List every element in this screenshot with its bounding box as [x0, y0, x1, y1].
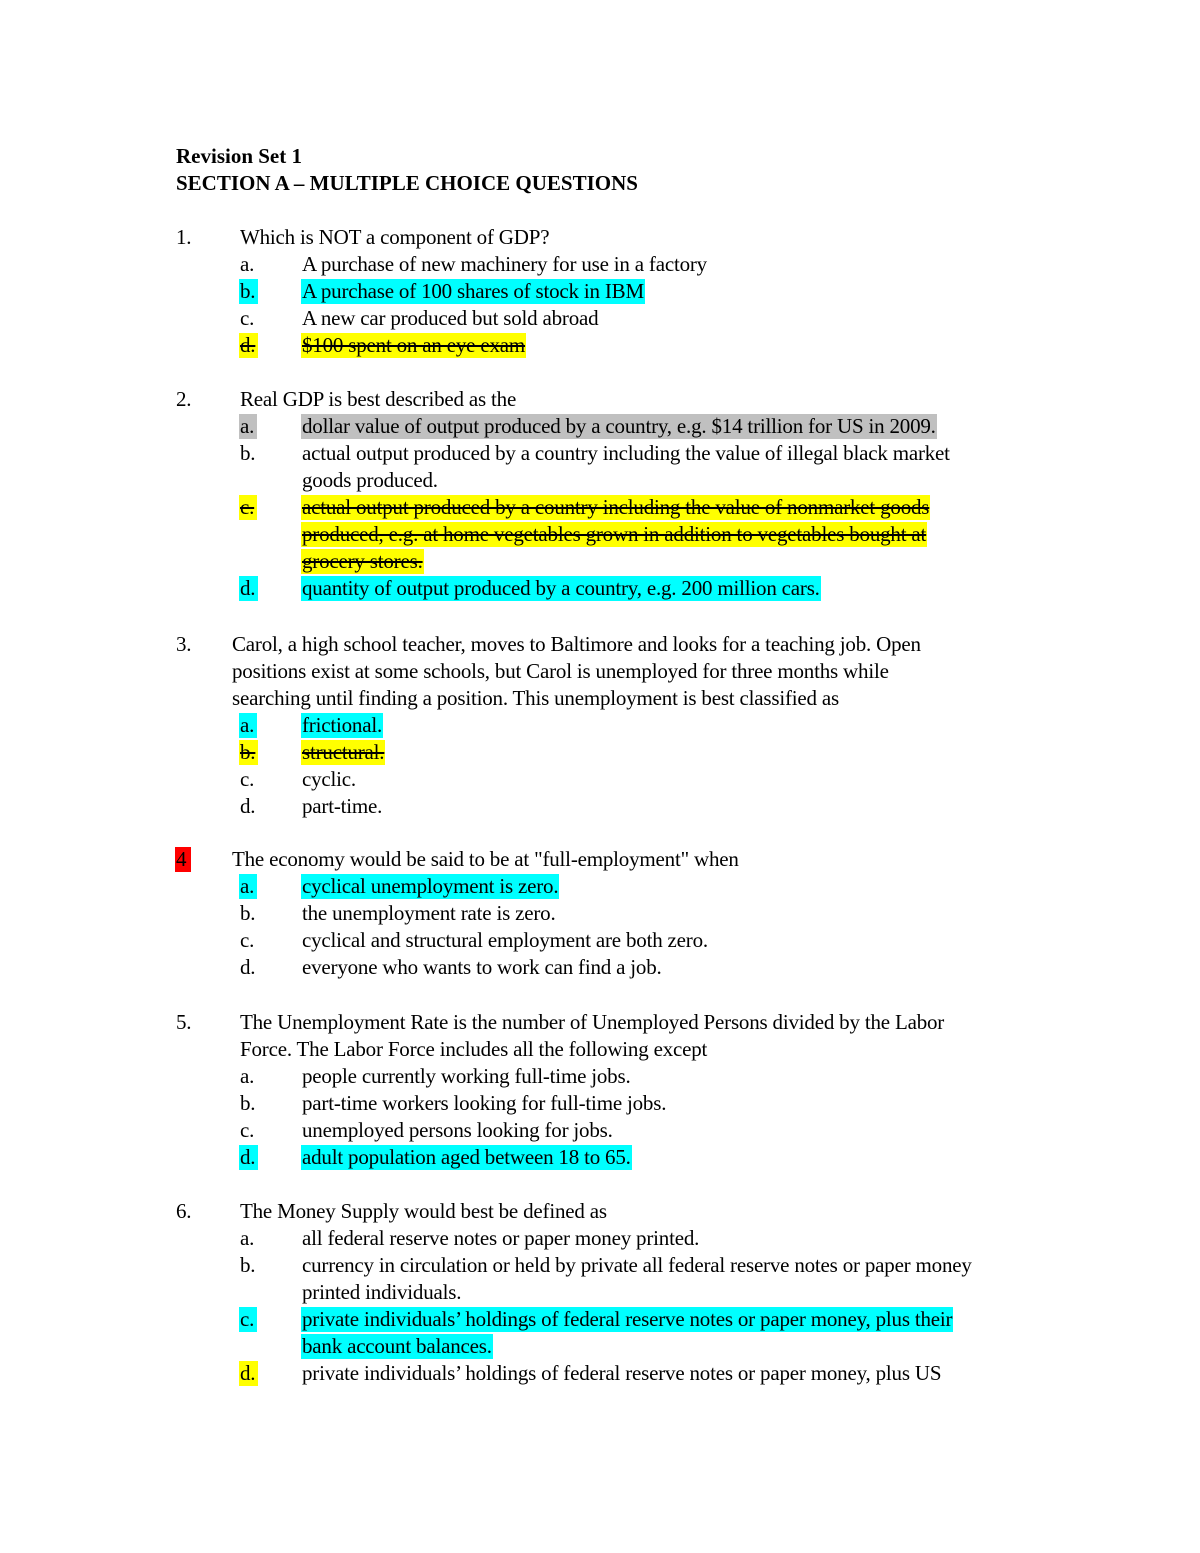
option-text: quantity of output produced by a country, e.g. 200 million cars. [302, 576, 820, 600]
option-text: actual output produced by a country including the value of illegal black market [302, 441, 950, 465]
question-stem: Carol, a high school teacher, moves to Baltimore and looks for a teaching job. Open [232, 632, 921, 656]
question-number: 6. [176, 1199, 192, 1223]
option-text: $100 spent on an eye exam [302, 333, 526, 357]
question-stem: Real GDP is best described as the [240, 387, 517, 411]
option-text: produced, e.g. at home vegetables grown in addition to vegetables bought at [302, 522, 927, 546]
question-stem: Force. The Labor Force includes all the following except [240, 1037, 708, 1061]
question-stem: positions exist at some schools, but Carol is unemployed for three months while [232, 659, 889, 683]
question-stem: The Money Supply would best be defined as [240, 1199, 607, 1223]
option-letter: b. [240, 279, 256, 303]
option-text: A purchase of new machinery for use in a factory [302, 252, 707, 276]
question-number: 5. [176, 1010, 192, 1034]
option-letter: b. [240, 740, 256, 764]
option-letter: c. [240, 1307, 255, 1331]
option-letter: a. [240, 713, 255, 737]
option-text: private individuals’ holdings of federal reserve notes or paper money, plus US [302, 1361, 942, 1385]
option-text: cyclic. [302, 767, 356, 791]
option-letter: c. [240, 495, 255, 519]
option-text: everyone who wants to work can find a job. [302, 955, 662, 979]
option-text: frictional. [302, 713, 383, 737]
question-stem: Which is NOT a component of GDP? [240, 225, 550, 249]
option-letter: a. [240, 252, 255, 276]
option-letter: b. [240, 1253, 256, 1277]
option-letter: a. [240, 874, 255, 898]
option-text: dollar value of output produced by a country, e.g. $14 trillion for US in 2009. [302, 414, 936, 438]
question-number: 3. [176, 632, 192, 656]
option-text: A new car produced but sold abroad [302, 306, 599, 330]
question-stem: The economy would be said to be at "full-employment" when [232, 847, 739, 871]
option-text: printed individuals. [302, 1280, 462, 1304]
option-text: unemployed persons looking for jobs. [302, 1118, 613, 1142]
option-letter: c. [240, 928, 255, 952]
option-text: cyclical and structural employment are both zero. [302, 928, 708, 952]
option-letter: d. [240, 576, 256, 600]
question-number: 1. [176, 225, 192, 249]
option-text: part-time workers looking for full-time jobs. [302, 1091, 667, 1115]
option-letter: c. [240, 1118, 255, 1142]
option-text: adult population aged between 18 to 65. [302, 1145, 631, 1169]
document-title: Revision Set 1 [176, 144, 302, 168]
option-letter: b. [240, 901, 256, 925]
option-letter: d. [240, 1361, 256, 1385]
option-letter: a. [240, 1064, 255, 1088]
option-letter: b. [240, 1091, 256, 1115]
option-text: all federal reserve notes or paper money printed. [302, 1226, 700, 1250]
question-number: 4 [176, 847, 187, 871]
option-letter: c. [240, 306, 255, 330]
option-letter: a. [240, 1226, 255, 1250]
option-text: grocery stores. [302, 549, 423, 573]
option-text: private individuals’ holdings of federal reserve notes or paper money, plus their [302, 1307, 953, 1331]
question-number: 2. [176, 387, 192, 411]
option-text: actual output produced by a country including the value of nonmarket goods [302, 495, 930, 519]
option-letter: c. [240, 767, 255, 791]
question-stem: searching until finding a position. This unemployment is best classified as [232, 686, 839, 710]
option-text: A purchase of 100 shares of stock in IBM [302, 279, 644, 303]
option-letter: d. [240, 333, 256, 357]
option-letter: a. [240, 414, 255, 438]
option-text: bank account balances. [302, 1334, 492, 1358]
option-text: structural. [302, 740, 385, 764]
option-letter: d. [240, 1145, 256, 1169]
option-text: cyclical unemployment is zero. [302, 874, 559, 898]
option-text: goods produced. [302, 468, 438, 492]
option-text: people currently working full-time jobs. [302, 1064, 631, 1088]
question-stem: The Unemployment Rate is the number of Unemployed Persons divided by the Labor [240, 1010, 945, 1034]
option-text: currency in circulation or held by private all federal reserve notes or paper money [302, 1253, 972, 1277]
section-heading: SECTION A – MULTIPLE CHOICE QUESTIONS [176, 171, 638, 195]
option-letter: b. [240, 441, 256, 465]
option-letter: d. [240, 955, 256, 979]
option-text: part-time. [302, 794, 383, 818]
option-text: the unemployment rate is zero. [302, 901, 556, 925]
option-letter: d. [240, 794, 256, 818]
